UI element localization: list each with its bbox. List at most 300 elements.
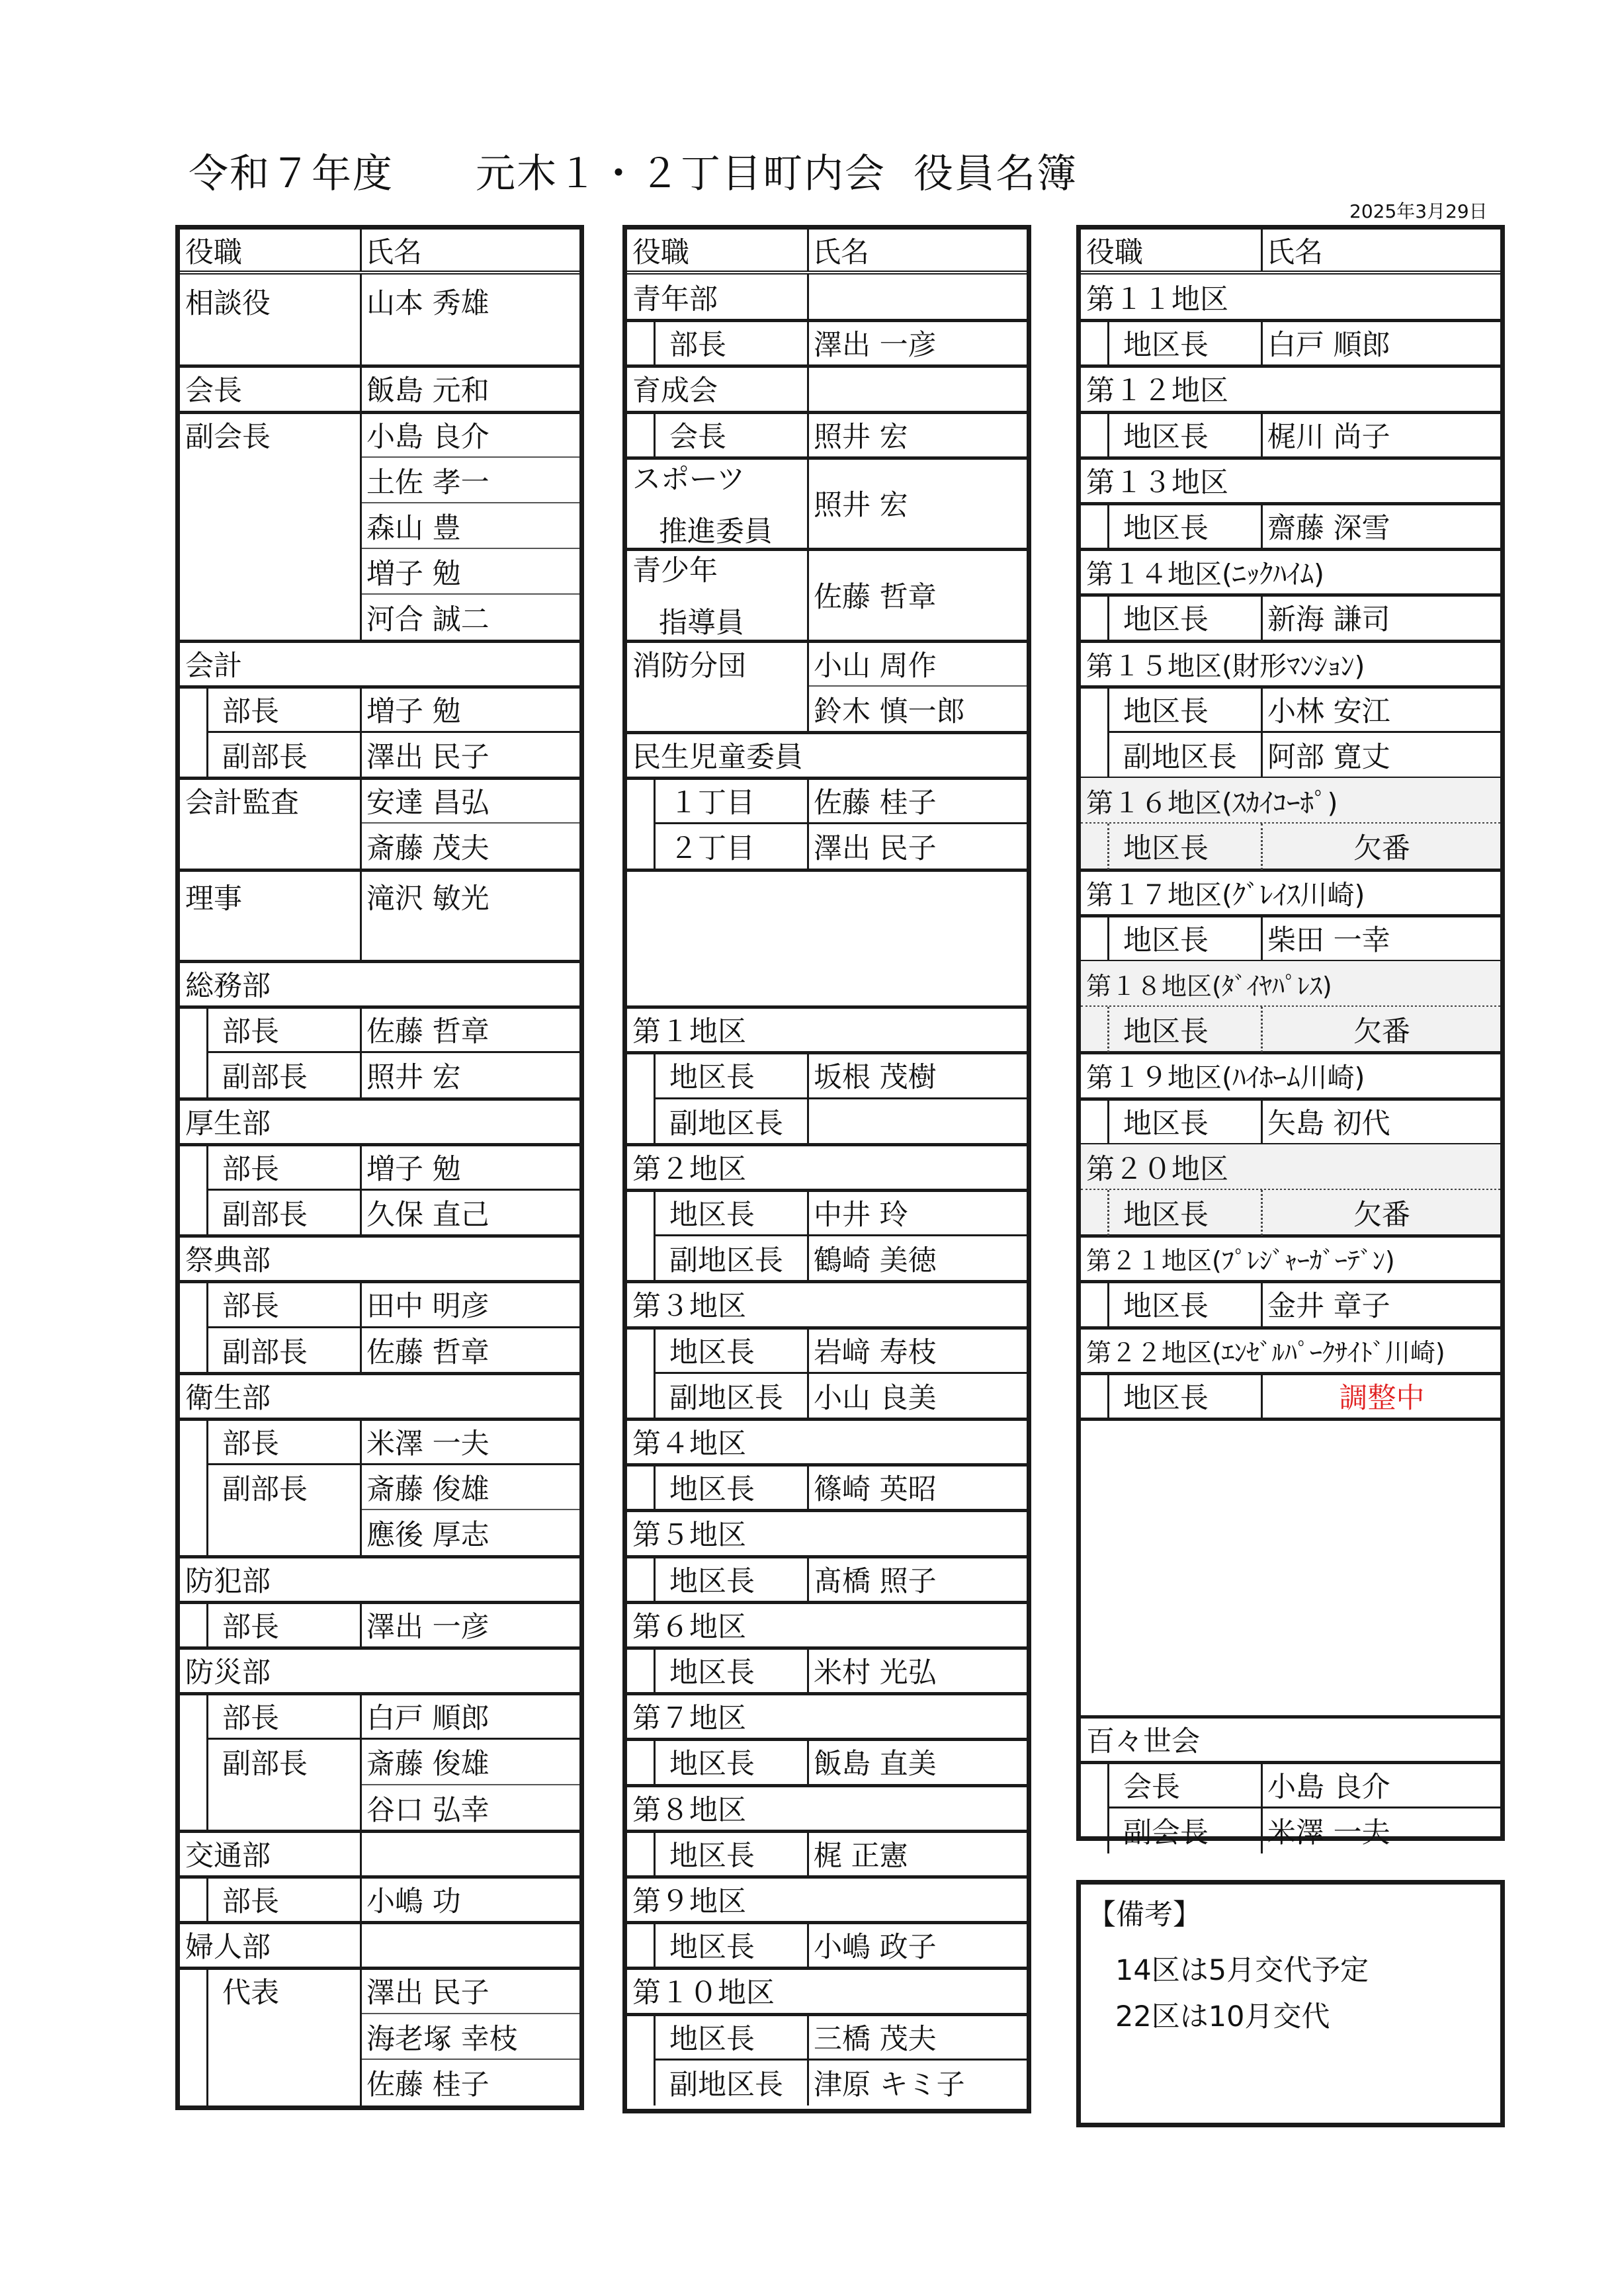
column-divider [807, 1922, 809, 1968]
column-divider [360, 687, 362, 732]
column-divider [807, 1099, 809, 1144]
role-label: 副会長 [1123, 1816, 1209, 1850]
column-divider [1261, 320, 1263, 366]
table-row [1081, 824, 1500, 869]
role-label: 副部長 [222, 1473, 308, 1507]
table-row [180, 1144, 579, 1190]
table-row [627, 1785, 1027, 1831]
column-divider [360, 230, 362, 271]
name-value: 飯島 直美 [814, 1748, 937, 1781]
name-value: 佐藤 桂子 [814, 787, 937, 820]
section-title: 民生児童委員 [632, 741, 803, 775]
table-row [627, 366, 1027, 411]
column-divider [807, 1831, 809, 1877]
role-label: 理事 [185, 882, 242, 915]
section-title: 第８地区 [632, 1793, 746, 1827]
column-divider [1261, 1373, 1263, 1419]
name-value: 調整中 [1339, 1381, 1425, 1415]
table-row [627, 1739, 1027, 1785]
indent-divider [1107, 1099, 1109, 1144]
name-value: 斎藤 俊雄 [366, 1748, 489, 1781]
column-divider [360, 412, 362, 458]
table-row [627, 1693, 1027, 1739]
section-title: 第９地区 [632, 1885, 746, 1919]
table-row [180, 595, 579, 640]
indent-divider [1107, 412, 1109, 458]
column-divider [360, 1190, 362, 1236]
name-value: 米澤 一夫 [1267, 1816, 1390, 1850]
role-label: 地区長 [669, 1656, 755, 1690]
table-row [627, 1099, 1027, 1144]
name-value: 齋藤 深雪 [1267, 512, 1390, 546]
table-row [627, 1144, 1027, 1190]
column-divider [1261, 732, 1263, 778]
name-value: 斎藤 俊雄 [366, 1473, 489, 1507]
section-title: 総務部 [185, 970, 271, 1003]
name-value: 佐藤 哲章 [814, 580, 937, 614]
table-row [1081, 687, 1500, 732]
name-value: 三橋 茂夫 [814, 2022, 937, 2056]
column-divider [807, 1648, 809, 1693]
table-row [180, 1510, 579, 1556]
role-label: 部長 [222, 1290, 279, 1324]
name-value: 小島 良介 [366, 420, 489, 454]
name-value: 照井 宏 [814, 489, 908, 523]
table-row [180, 1099, 579, 1144]
table-row [1081, 1190, 1500, 1236]
section-title: 会計 [185, 649, 242, 683]
column-divider [360, 1968, 362, 2014]
notes-line: 22区は10月交代 [1115, 2000, 1330, 2033]
table-row [627, 2014, 1027, 2060]
indent-divider [654, 1739, 656, 1785]
column-divider [807, 412, 809, 458]
column-divider [1261, 915, 1263, 961]
role-label: 地区長 [1123, 603, 1209, 637]
role-label: 部長 [222, 1610, 279, 1644]
table-row [180, 732, 579, 778]
section-title: 第７地区 [632, 1702, 746, 1736]
table-row [1081, 915, 1500, 961]
role-label: 会計監査 [185, 787, 299, 820]
table-row [1081, 1717, 1500, 1762]
column-divider [360, 870, 362, 961]
name-value: 澤出 一彦 [814, 329, 937, 362]
role-cell [632, 549, 803, 640]
name-value: 谷口 弘幸 [366, 1793, 489, 1827]
role-label: 地区長 [669, 1199, 755, 1232]
table-row [180, 1373, 579, 1419]
name-value: 小山 良美 [814, 1381, 937, 1415]
table-row [180, 1465, 579, 1510]
indent-divider [206, 1510, 208, 1556]
column-divider [807, 366, 809, 411]
notes-box [1076, 1880, 1505, 2127]
role-label: 地区長 [1123, 832, 1209, 866]
table-row [180, 1236, 579, 1281]
officer-table-right [1076, 225, 1505, 1850]
table-row [1081, 1328, 1500, 1373]
indent-divider [654, 2060, 656, 2105]
table-row [627, 1328, 1027, 1373]
column-divider [1261, 1099, 1263, 1144]
indent-divider [654, 1052, 656, 1098]
indent-divider [1107, 915, 1109, 961]
role-label: 地区長 [669, 1473, 755, 1507]
name-value: 安達 昌弘 [366, 787, 489, 820]
table-row [1081, 1762, 1500, 1808]
column-divider [360, 778, 362, 824]
column-divider [1261, 595, 1263, 640]
name-value: 小嶋 功 [366, 1885, 461, 1919]
table-row [627, 1556, 1027, 1602]
table-row [627, 1648, 1027, 1693]
name-value: 米村 光弘 [814, 1656, 937, 1690]
table-row [180, 1922, 579, 1968]
column-divider [807, 1373, 809, 1419]
table-row [180, 1648, 579, 1693]
column-divider [1261, 687, 1263, 732]
table-row [627, 1419, 1027, 1465]
name-value: 金井 章子 [1267, 1290, 1390, 1324]
name-value: 白戸 順郎 [366, 1702, 489, 1736]
role-label: 部長 [669, 329, 726, 362]
column-divider [360, 1693, 362, 1739]
indent-divider [206, 1785, 208, 1831]
column-divider [1261, 1190, 1263, 1236]
table-row [1081, 1419, 1500, 1717]
table-row [627, 1465, 1027, 1510]
column-divider [1261, 230, 1263, 271]
indent-divider [654, 1373, 656, 1419]
section-title: 第１５地区(財形ﾏﾝｼｮﾝ) [1086, 650, 1365, 682]
indent-divider [206, 1052, 208, 1098]
column-divider [807, 1236, 809, 1281]
column-divider [807, 778, 809, 824]
role-label: １丁目 [669, 787, 755, 820]
table-row [627, 275, 1027, 320]
column-divider [1261, 1007, 1263, 1052]
name-value: 佐藤 哲章 [366, 1015, 489, 1049]
role-label: 交通部 [185, 1839, 271, 1873]
table-row [1081, 1007, 1500, 1052]
name-value: 河合 誠二 [366, 603, 489, 637]
column-divider [1261, 824, 1263, 869]
table-row [1081, 1052, 1500, 1098]
indent-divider [1107, 1373, 1109, 1419]
indent-divider [206, 1007, 208, 1052]
indent-divider [654, 320, 656, 366]
role-label: 消防分団 [632, 649, 746, 683]
column-divider [807, 1739, 809, 1785]
indent-divider [654, 1190, 656, 1236]
role-label: 地区長 [1123, 329, 1209, 362]
table-row [627, 549, 1027, 640]
table-row [627, 1968, 1027, 2014]
table-row [1081, 1281, 1500, 1327]
indent-divider [1107, 1281, 1109, 1327]
table-row [180, 870, 579, 961]
indent-divider [654, 1831, 656, 1877]
name-value: 坂根 茂樹 [814, 1061, 937, 1095]
indent-divider [1107, 1007, 1109, 1052]
column-divider [360, 1007, 362, 1052]
name-value: 阿部 寛丈 [1267, 741, 1390, 775]
table-row [1081, 366, 1500, 411]
name-value: 山本 秀雄 [366, 287, 489, 320]
role-label: 地区長 [1123, 695, 1209, 728]
indent-divider [654, 1465, 656, 1510]
column-divider [1261, 1281, 1263, 1327]
column-divider [360, 458, 362, 503]
indent-divider [206, 1419, 208, 1465]
column-divider [360, 1785, 362, 1831]
role-label: 部長 [222, 1885, 279, 1919]
indent-divider [206, 1281, 208, 1327]
table-header-row [1081, 230, 1500, 275]
role-label: 副地区長 [669, 1381, 783, 1415]
indent-divider [654, 1236, 656, 1281]
indent-divider [206, 1877, 208, 1922]
section-title: 第１９地区(ﾊｲﾎｰﾑ川崎) [1086, 1062, 1365, 1094]
role-label: 地区長 [1123, 420, 1209, 454]
name-value: 欠番 [1353, 1015, 1410, 1049]
table-row [1081, 1808, 1500, 1853]
name-value: 澤出 民子 [366, 741, 489, 775]
section-title: 第４地区 [632, 1427, 746, 1461]
table-row [627, 1373, 1027, 1419]
role-label: 副地区長 [669, 1244, 783, 1278]
section-title: 防災部 [185, 1656, 271, 1690]
indent-divider [206, 1465, 208, 1510]
document-date: 2025年3月29日 [1349, 200, 1488, 222]
table-row [627, 1602, 1027, 1648]
table-row [1081, 595, 1500, 640]
role-label: 地区長 [669, 1564, 755, 1598]
column-divider [360, 503, 362, 549]
table-header-row [180, 230, 579, 275]
table-row [627, 320, 1027, 366]
role-label: 青少年 [632, 554, 718, 588]
column-divider [807, 230, 809, 271]
role-label: 婦人部 [185, 1931, 271, 1965]
name-value: 増子 勉 [366, 695, 461, 728]
section-title: 衛生部 [185, 1381, 271, 1415]
table-row [180, 1785, 579, 1831]
name-value: 白戸 順郎 [1267, 329, 1390, 362]
table-row [180, 1693, 579, 1739]
column-divider [807, 641, 809, 687]
table-row [1081, 641, 1500, 687]
role-label: 地区長 [1123, 1199, 1209, 1232]
role-label: 副部長 [222, 1199, 308, 1232]
column-divider [360, 732, 362, 778]
role-label: 会長 [185, 374, 242, 408]
table-row [180, 275, 579, 366]
name-value: 小島 良介 [1267, 1771, 1390, 1805]
officer-table-middle [622, 225, 1031, 2113]
column-divider [360, 2014, 362, 2060]
section-title: 第３地区 [632, 1290, 746, 1324]
table-row [1081, 1373, 1500, 1419]
name-value: 篠崎 英昭 [814, 1473, 937, 1507]
role-label: 青年部 [632, 283, 718, 317]
indent-divider [206, 1328, 208, 1373]
name-value: 矢島 初代 [1267, 1107, 1390, 1140]
column-divider [360, 1328, 362, 1373]
section-title: 第２１地区(ﾌﾟﾚｼﾞｬｰｶﾞｰﾃﾞﾝ) [1086, 1246, 1395, 1276]
section-title: 第６地区 [632, 1610, 746, 1644]
table-row [180, 1052, 579, 1098]
column-divider [360, 1052, 362, 1098]
table-row [627, 412, 1027, 458]
column-divider [807, 1465, 809, 1510]
role-label: 副地区長 [669, 2068, 783, 2102]
name-value: 斎藤 茂夫 [366, 832, 489, 866]
role-label: 部長 [222, 1702, 279, 1736]
role-label: 副部長 [222, 1061, 308, 1095]
indent-divider [206, 1190, 208, 1236]
name-value: 柴田 一幸 [1267, 923, 1390, 957]
table-row [627, 1007, 1027, 1052]
role-label: 部長 [222, 1152, 279, 1186]
table-row [1081, 549, 1500, 595]
table-row [627, 732, 1027, 778]
table-row [627, 2060, 1027, 2105]
column-divider [360, 1144, 362, 1190]
column-divider [807, 824, 809, 869]
section-title: 百々世会 [1086, 1724, 1200, 1758]
name-value: 小山 周作 [814, 649, 937, 683]
name-value: 髙橋 照子 [814, 1564, 937, 1598]
header-name: 氏名 [1266, 235, 1323, 269]
name-value: 土佐 孝一 [366, 466, 489, 499]
indent-divider [1107, 595, 1109, 640]
name-value: 欠番 [1353, 832, 1410, 866]
table-row [1081, 732, 1500, 778]
name-value: 田中 明彦 [366, 1290, 489, 1324]
role-label: 相談役 [185, 287, 271, 320]
table-row [180, 641, 579, 687]
indent-divider [654, 412, 656, 458]
table-row [180, 1739, 579, 1785]
role-label-line2: 推進委員 [659, 515, 773, 548]
role-label: 会長 [1123, 1771, 1180, 1805]
indent-divider [206, 2014, 208, 2060]
table-row [1081, 503, 1500, 549]
column-divider [360, 1419, 362, 1465]
column-divider [360, 824, 362, 869]
table-row [627, 778, 1027, 824]
column-divider [360, 1739, 362, 1785]
indent-divider [654, 1099, 656, 1144]
column-divider [360, 1281, 362, 1327]
name-value: 鈴木 慎一郎 [814, 695, 965, 728]
table-row [180, 1281, 579, 1327]
header-name: 氏名 [812, 235, 869, 269]
table-row [180, 961, 579, 1007]
role-label: 地区長 [1123, 1381, 1209, 1415]
name-value: 鶴崎 美徳 [814, 1244, 937, 1278]
section-title: 第１８地区(ﾀﾞｲﾔﾊﾟﾚｽ) [1086, 972, 1332, 1001]
indent-divider [654, 1328, 656, 1373]
table-row [1081, 870, 1500, 915]
name-value: 増子 勉 [366, 1152, 461, 1186]
name-value: 中井 玲 [814, 1199, 908, 1232]
section-title: 第２０地区 [1086, 1152, 1228, 1186]
header-role: 役職 [632, 235, 689, 269]
role-label: 副部長 [222, 1748, 308, 1781]
table-row [180, 1602, 579, 1648]
table-row [180, 1190, 579, 1236]
table-row [627, 1831, 1027, 1877]
column-divider [360, 366, 362, 411]
name-value: 津原 キミ子 [814, 2068, 965, 2102]
column-divider [807, 1052, 809, 1098]
table-row [180, 1419, 579, 1465]
section-title: 第１２地区 [1086, 374, 1228, 408]
name-value: 照井 宏 [814, 420, 908, 454]
notes-heading: 【備考】 [1087, 1898, 1201, 1932]
name-value: 欠番 [1353, 1199, 1410, 1232]
column-divider [807, 1556, 809, 1602]
indent-divider [1107, 1808, 1109, 1853]
indent-divider [206, 1739, 208, 1785]
table-row [627, 641, 1027, 687]
role-label: 育成会 [632, 374, 718, 408]
name-value: 應後 厚志 [366, 1519, 489, 1552]
indent-divider [1107, 824, 1109, 869]
indent-divider [1107, 1190, 1109, 1236]
officer-table-left [175, 225, 584, 2110]
indent-divider [1107, 503, 1109, 549]
column-divider [807, 1328, 809, 1373]
table-row [180, 2060, 579, 2105]
column-divider [807, 2060, 809, 2105]
table-row [627, 1190, 1027, 1236]
table-row [180, 1556, 579, 1602]
column-divider [807, 687, 809, 732]
name-value: 佐藤 桂子 [366, 2068, 489, 2102]
section-title: 第５地区 [632, 1519, 746, 1552]
table-row [180, 412, 579, 458]
column-divider [807, 2014, 809, 2060]
column-divider [1261, 1762, 1263, 1808]
table-row [180, 2014, 579, 2060]
role-label: 副会長 [185, 420, 271, 454]
table-row [627, 458, 1027, 549]
indent-divider [206, 2060, 208, 2105]
header-role: 役職 [185, 235, 242, 269]
name-value: 照井 宏 [366, 1061, 461, 1095]
name-value: 梶 正憲 [814, 1839, 908, 1873]
table-row [180, 824, 579, 869]
role-label: 副地区長 [669, 1107, 783, 1140]
table-row [180, 1007, 579, 1052]
table-row [1081, 275, 1500, 320]
column-divider [807, 549, 809, 640]
column-divider [360, 595, 362, 640]
table-row [180, 1968, 579, 2014]
section-title: 第１０地区 [632, 1977, 775, 2010]
role-label: 部長 [222, 1427, 279, 1461]
role-label: 地区長 [669, 1336, 755, 1369]
role-label: 会長 [669, 420, 726, 454]
indent-divider [654, 1648, 656, 1693]
role-label: ２丁目 [669, 832, 755, 866]
indent-divider [654, 778, 656, 824]
table-row [180, 1831, 579, 1877]
